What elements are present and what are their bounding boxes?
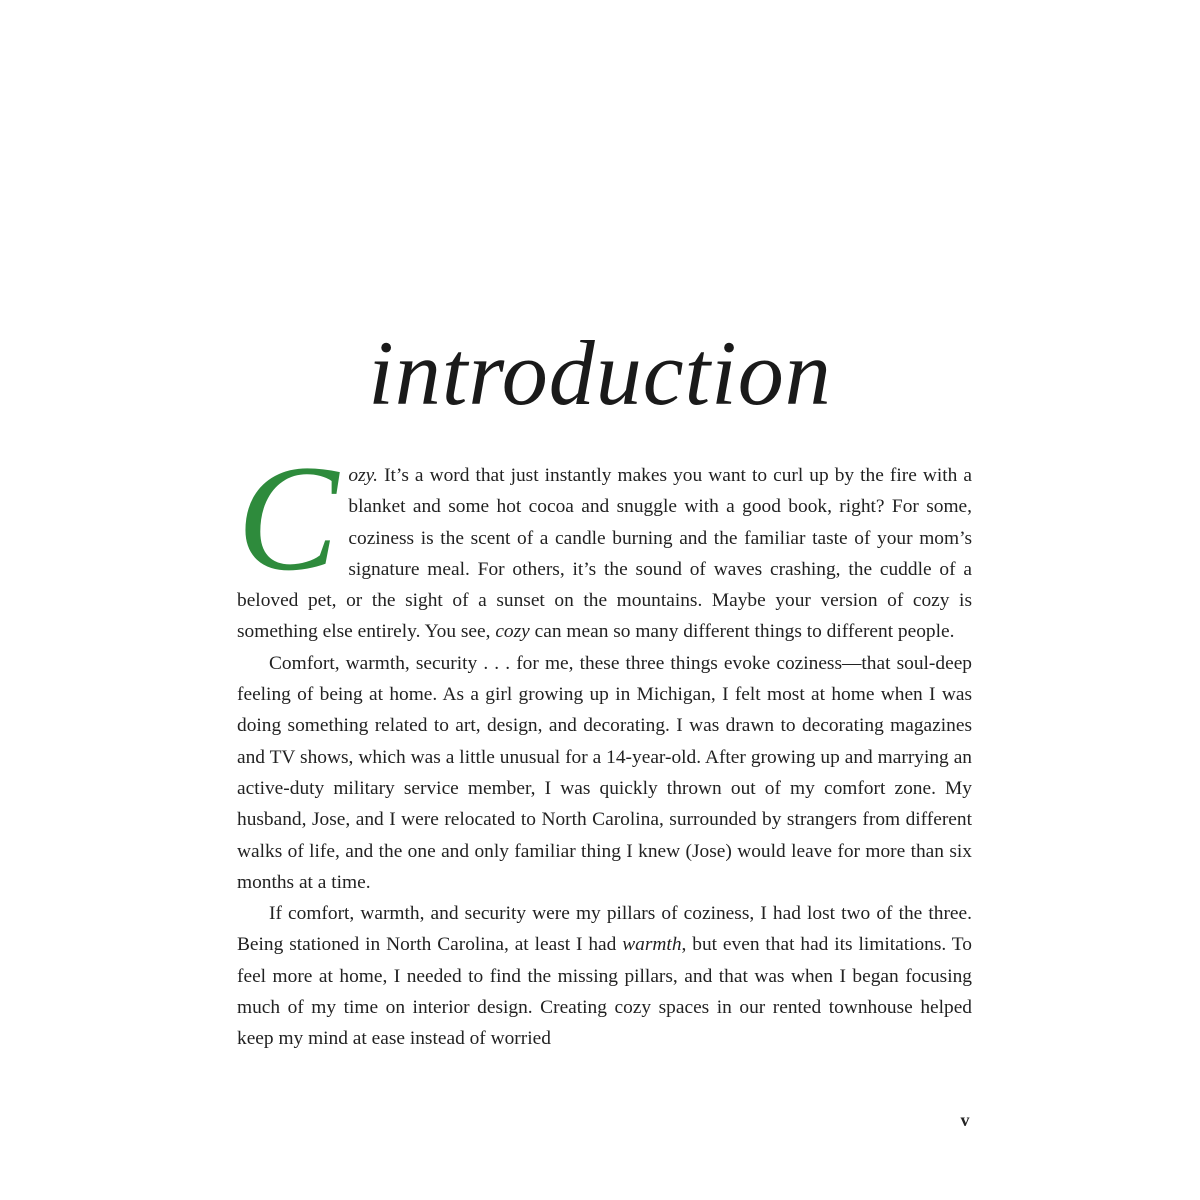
paragraph-3 <box>237 898 972 1054</box>
emphasis-cozy: cozy <box>495 621 530 643</box>
emphasis-warmth: warmth <box>622 934 682 956</box>
paragraph-2: Comfort, warmth, security . . . for me, these three things evoke coziness—that soul-deep feeling of being at home. As a girl growing up in Michigan, I felt most at home when I was doing something related to art, design, and decorating. I was drawn to decorating magazines and TV shows, which was a little unusual for a 14-year-old. After growing up and marrying an active-duty military service member, I was quickly thrown out of my comfort zone. My husband, Jose, and I were relocated to North Carolina, surrounded by strangers from different walks of life, and the one and only familiar thing I knew (Jose) would leave for more than six months at a time. <box>237 652 972 893</box>
paragraph-3-text-a: If comfort, warmth, and security were my pillars of coziness, I had lost two of the three. Being stationed in North Carolina, at least I had <box>237 903 972 956</box>
paragraph-3-text-b: , but even that had its limitations. To feel more at home, I needed to find the missing pillars, and that was when I began focusing much of my time on interior design. Creating cozy spaces in our rented townhouse helped keep my mind at ease instead of worried <box>237 934 972 1050</box>
paragraph-1 <box>237 434 972 648</box>
page-number: v <box>960 1110 970 1130</box>
body-text <box>237 434 972 1055</box>
drop-cap: C <box>237 434 339 602</box>
paragraph-1-text-b: can mean so many different things to different people. <box>529 621 955 643</box>
paragraph-1-text-a: It’s a word that just instantly makes you want to curl up by the fire with a blanket and some hot cocoa and snuggle with a good book, right? For some, coziness is the scent of a candle burning and the familiar taste of your mom’s signature meal. For others, it’s the sound of waves crashing, the cuddle of a beloved pet, or the sight of a sunset on the mountains. Maybe your version of cozy is something else entirely. You see, <box>237 465 972 643</box>
chapter-title: introduction <box>368 322 832 424</box>
lead-word: ozy. <box>348 465 379 486</box>
